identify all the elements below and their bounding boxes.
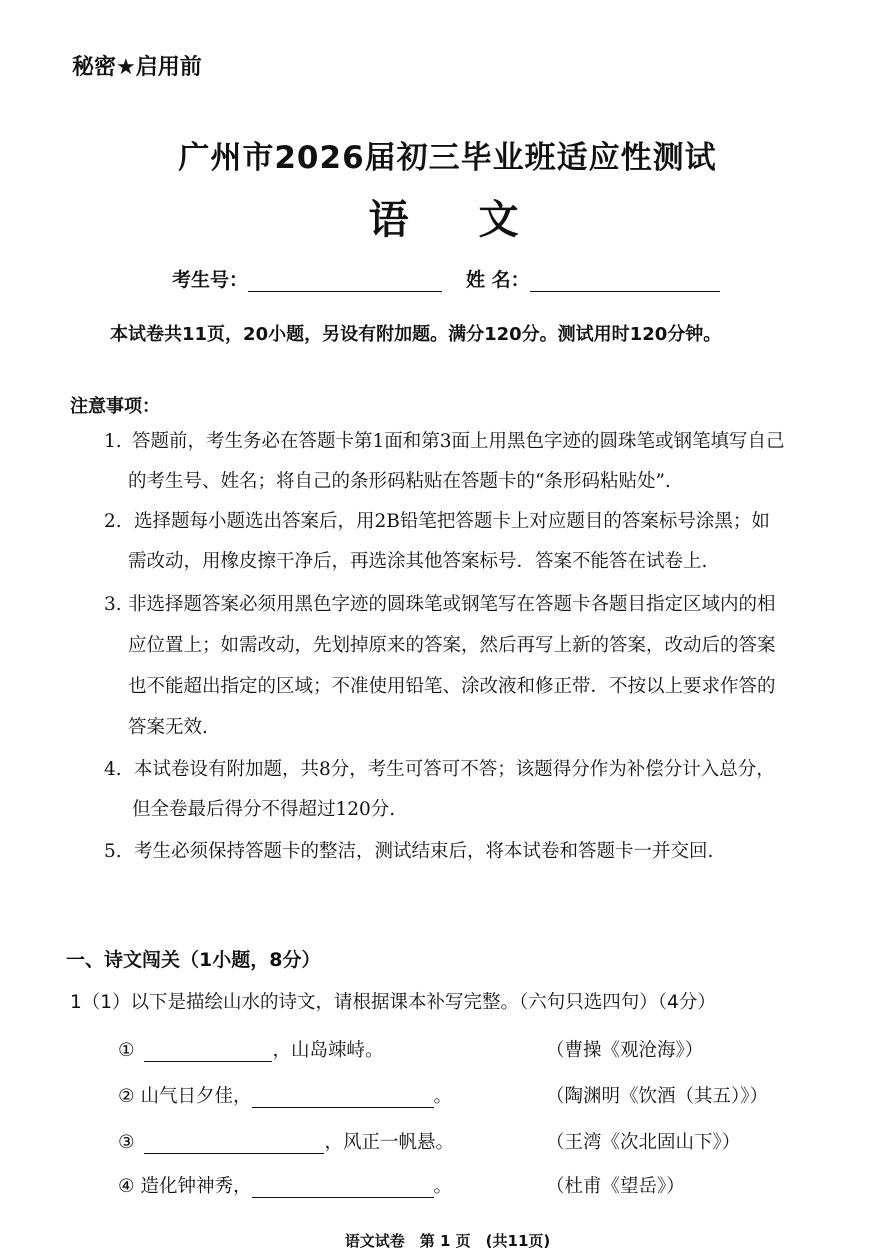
item-source: （王湾《次北固山下》）	[546, 1132, 741, 1153]
item-text-before: 造化钟神秀，	[140, 1176, 252, 1197]
fill-item	[118, 1082, 452, 1108]
item-source: （杜甫《望岳》）	[546, 1176, 685, 1197]
notice-line: 选择题每小题选出答案后，用2B铅笔把答题卡上对应题目的答案标号涂黑；如	[134, 511, 770, 532]
exam-summary: 本试卷共11页，20小题，另设有附加题。满分120分。测试用时120分钟。	[110, 324, 722, 345]
page-footer: 语文试卷 第 1 页 (共11页)	[344, 1232, 551, 1250]
notice-number: 5.	[104, 841, 122, 862]
notice-number: 1.	[104, 431, 122, 452]
fill-item	[118, 1172, 452, 1198]
item-text-after: ，山岛竦峙。	[272, 1040, 384, 1061]
item-text-after: 。	[433, 1086, 453, 1107]
fill-item	[118, 1036, 384, 1062]
item-text-after: 。	[433, 1176, 453, 1197]
fill-item	[118, 1128, 454, 1154]
name-field	[466, 265, 720, 292]
item-marker: ①	[118, 1040, 135, 1061]
exam-title: 广州市2026届初三毕业班适应性测试	[178, 140, 717, 176]
subject-title: 语 文	[368, 197, 547, 243]
item-source: （陶渊明《饮酒（其五）》）	[546, 1086, 769, 1107]
item-marker: ③	[118, 1132, 135, 1153]
notice-title: 注意事项：	[70, 396, 160, 417]
notice-line: 本试卷设有附加题，共8分，考生可答可不答；该题得分作为补偿分计入总分，	[134, 759, 775, 780]
answer-blank	[252, 1179, 434, 1198]
secret-label: 秘密★启用前	[72, 55, 202, 80]
name-label: 姓 名：	[466, 269, 530, 291]
exam-number-label: 考生号：	[172, 269, 249, 291]
notice-line: 需改动，用橡皮擦干净后，再选涂其他答案标号．答案不能答在试卷上.	[128, 551, 708, 572]
answer-blank	[252, 1089, 434, 1108]
notice-line: 非选择题答案必须用黑色字迹的圆珠笔或钢笔写在答题卡各题目指定区域内的相	[128, 594, 776, 615]
notice-line: 应位置上；如需改动，先划掉原来的答案，然后再写上新的答案，改动后的答案	[128, 635, 776, 656]
notice-line: 的考生号、姓名；将自己的条形码粘贴在答题卡的“条形码粘贴处”.	[128, 471, 671, 492]
notice-line: 考生必须保持答题卡的整洁，测试结束后，将本试卷和答题卡一并交回.	[134, 841, 714, 862]
question-1-prompt: 1（1）以下是描绘山水的诗文，请根据课本补写完整。（六句只选四句）（4分）	[70, 992, 716, 1013]
item-marker: ②	[118, 1086, 135, 1107]
exam-number-blank	[248, 271, 442, 292]
notice-number: 4.	[104, 759, 122, 780]
notice-number: 3.	[104, 594, 122, 615]
exam-number-field	[172, 265, 442, 292]
name-blank	[530, 271, 720, 292]
notice-line: 但全卷最后得分不得超过120分.	[132, 799, 396, 820]
section-title: 一、诗文闯关（1小题，8分）	[66, 949, 321, 971]
notice-line: 答题前，考生务必在答题卡第1面和第3面上用黑色字迹的圆珠笔或钢笔填写自己	[132, 431, 785, 452]
notice-line: 也不能超出指定的区域；不准使用铅笔、涂改液和修正带．不按以上要求作答的	[128, 676, 776, 697]
answer-blank	[144, 1135, 324, 1154]
answer-blank	[144, 1043, 272, 1062]
item-text-after: ，风正一帆悬。	[324, 1132, 454, 1153]
item-source: （曹操《观沧海》）	[546, 1040, 704, 1061]
notice-number: 2.	[104, 511, 122, 532]
item-text-before: 山气日夕佳，	[140, 1086, 252, 1107]
notice-line: 答案无效.	[128, 717, 208, 738]
item-marker: ④	[118, 1176, 135, 1197]
